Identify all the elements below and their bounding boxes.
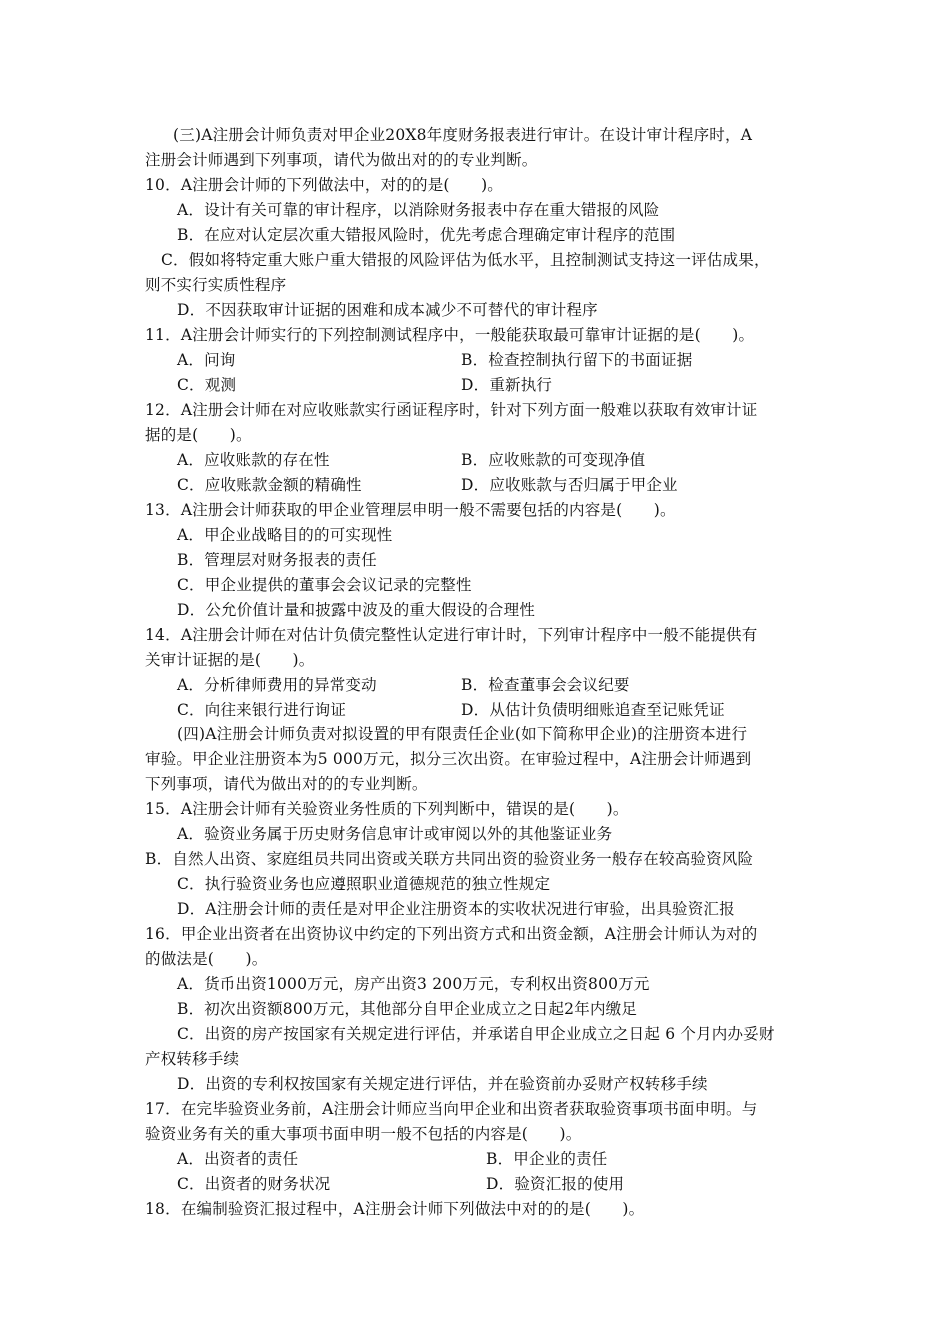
q11-options-row2 [0,373,950,398]
q12-option-c: C．应收账款金额的精确性 [177,476,362,494]
q11-option-b: B．检查控制执行留下的书面证据 [461,351,693,369]
q14-stem-line1: 14．A注册会计师在对估计负债完整性认定进行审计时，下列审计程序中一般不能提供有 [145,626,758,644]
q12-options-row1 [0,448,950,473]
section4-intro-line1: (四)A注册会计师负责对拟设置的甲有限责任企业(如下简称甲企业)的注册资本进行 [177,725,748,743]
section3-intro-line1: (三)A注册会计师负责对甲企业20X8年度财务报表进行审计。在设计审计程序时，A [173,126,753,144]
section3-intro-line2: 注册会计师遇到下列事项，请代为做出对的的专业判断。 [145,151,538,169]
q13-stem: 13．A注册会计师获取的甲企业管理层申明一般不需要包括的内容是( )。 [145,501,676,519]
q14-options-row2 [0,698,950,723]
q18-stem: 18．在编制验资汇报过程中，A注册会计师下列做法中对的的是( )。 [145,1200,645,1218]
q14-stem-line2: 关审计证据的是( )。 [145,651,315,669]
q12-option-b: B．应收账款的可变现净值 [461,451,646,469]
q16-option-a: A．货币出资1000万元，房产出资3 200万元，专利权出资800万元 [177,975,650,993]
q16-stem-line2: 的做法是( )。 [145,950,268,968]
q10-option-c-line2: 则不实行实质性程序 [145,276,287,294]
q17-option-a: A．出资者的责任 [177,1150,299,1168]
q16-option-c-line2: 产权转移手续 [145,1050,240,1068]
q14-option-d: D．从估计负债明细账追查至记账凭证 [461,701,725,719]
q15-option-a: A．验资业务属于历史财务信息审计或审阅以外的其他鉴证业务 [177,825,613,843]
q16-option-c-line1: C．出资的房产按国家有关规定进行评估，并承诺自甲企业成立之日起 6 个月内办妥财 [177,1025,775,1043]
q13-option-a: A．甲企业战略目的的可实现性 [177,526,393,544]
q10-option-a: A．设计有关可靠的审计程序，以消除财务报表中存在重大错报的风险 [177,201,660,219]
q11-option-a: A．问询 [177,351,236,369]
q11-option-d: D．重新执行 [461,376,553,394]
q12-option-a: A．应收账款的存在性 [177,451,330,469]
q10-option-c-line1: C．假如将特定重大账户重大错报的风险评估为低水平，且控制测试支持这一评估成果， [161,251,770,269]
section4-intro-line3: 下列事项，请代为做出对的的专业判断。 [145,775,428,793]
q16-stem-line1: 16．甲企业出资者在出资协议中约定的下列出资方式和出资金额，A注册会计师认为对的 [145,925,758,943]
q10-stem: 10．A注册会计师的下列做法中，对的的是( )。 [145,176,504,194]
q12-stem-line1: 12．A注册会计师在对应收账款实行函证程序时，针对下列方面一般难以获取有效审计证 [145,401,758,419]
q15-stem: 15．A注册会计师有关验资业务性质的下列判断中，错误的是( )。 [145,800,629,818]
q17-option-c: C．出资者的财务状况 [177,1175,331,1193]
q12-options-row2 [0,473,950,498]
q11-options-row1 [0,348,950,373]
q14-option-c: C．向往来银行进行询证 [177,701,347,719]
q13-option-d: D．公允价值计量和披露中波及的重大假设的合理性 [177,601,536,619]
q17-option-b: B．甲企业的责任 [486,1150,608,1168]
q13-option-b: B．管理层对财务报表的责任 [177,551,377,569]
q11-stem: 11．A注册会计师实行的下列控制测试程序中，一般能获取最可靠审计证据的是( )。 [145,326,755,344]
q17-stem-line2: 验资业务有关的重大事项书面申明一般不包括的内容是( )。 [145,1125,582,1143]
q17-options-row1 [0,1147,950,1172]
q16-option-d: D．出资的专利权按国家有关规定进行评估，并在验资前办妥财产权转移手续 [177,1075,708,1093]
q12-option-d: D．应收账款与否归属于甲企业 [461,476,678,494]
q16-option-b: B．初次出资额800万元，其他部分自甲企业成立之日起2年内缴足 [177,1000,638,1018]
q12-stem-line2: 据的是( )。 [145,426,252,444]
q15-option-d: D．A注册会计师的责任是对甲企业注册资本的实收状况进行审验，出具验资汇报 [177,900,735,918]
q10-option-b: B．在应对认定层次重大错报风险时，优先考虑合理确定审计程序的范围 [177,226,676,244]
q14-option-a: A．分析律师费用的异常变动 [177,676,377,694]
q13-option-c: C．甲企业提供的董事会会议记录的完整性 [177,576,472,594]
q17-options-row2 [0,1172,950,1197]
q14-option-b: B．检查董事会会议纪要 [461,676,630,694]
q15-option-c: C．执行验资业务也应遵照职业道德规范的独立性规定 [177,875,551,893]
q14-options-row1 [0,673,950,698]
section4-intro-line2: 审验。甲企业注册资本为5 000万元，拟分三次出资。在审验过程中，A注册会计师遇到 [145,750,752,768]
q17-option-d: D．验资汇报的使用 [486,1175,625,1193]
q11-option-c: C．观测 [177,376,237,394]
q10-option-d: D．不因获取审计证据的困难和成本减少不可替代的审计程序 [177,301,598,319]
q17-stem-line1: 17．在完毕验资业务前，A注册会计师应当向甲企业和出资者获取验资事项书面申明。与 [145,1100,758,1118]
q15-option-b: B．自然人出资、家庭组员共同出资或关联方共同出资的验资业务一般存在较高验资风险 [145,850,754,868]
